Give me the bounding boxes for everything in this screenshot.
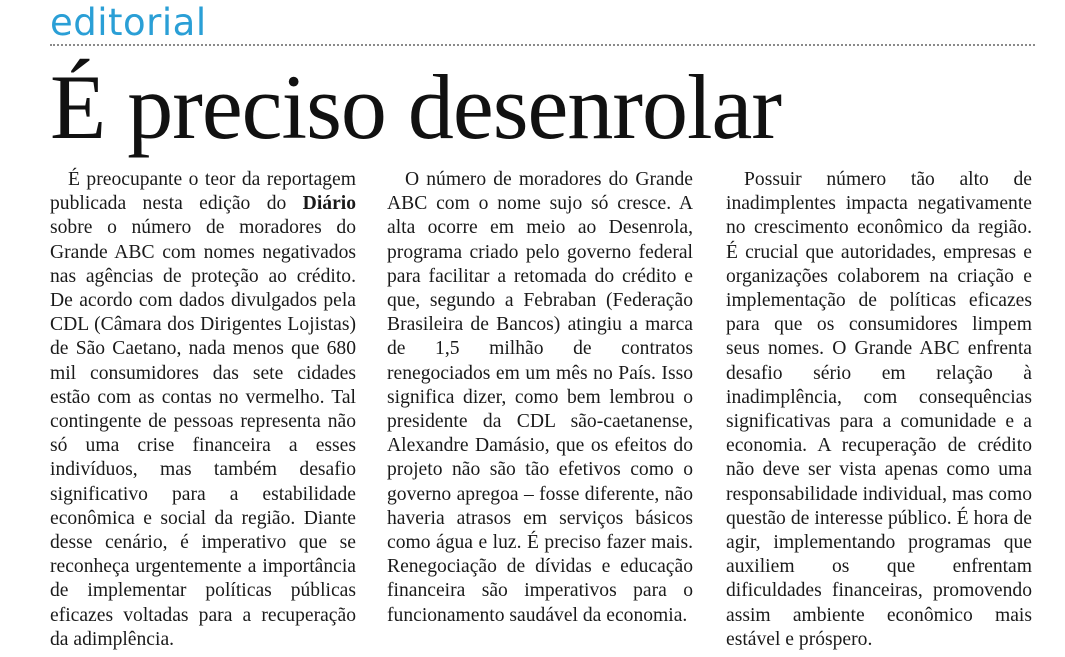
dotted-divider — [50, 44, 1035, 46]
paragraph — [50, 168, 356, 652]
paragraph: Possuir número tão alto de inadimplentes impacta negativamente no crescimento econômico da região. É crucial que autoridades, empresas e organizações colaborem na criação e implementação de políticas eficazes para que os consumidores limpem seus nomes. O Grande ABC enfrenta desafio sério em relação à inadimplência, com consequências significativas para a comunidade e a economia. A recuperação de crédito não deve ser vista apenas como uma responsabilidade individual, mas como questão de interesse público. É hora de agir, implementando programas que auxiliem os que enfrentam dificuldades financeiras, promovendo assim ambiente econômico mais estável e próspero. — [726, 169, 1032, 650]
paragraph: O número de moradores do Grande ABC com o nome sujo só cresce. A alta ocorre em meio ao Desenrola, programa criado pelo governo federal para facilitar a retomada do crédito e que, segundo a Febraban (Federação Brasileira de Bancos) atingiu a marca de 1,5 milhão de contratos renegociados em um mês no País. Isso significa dizer, como bem lembrou o presidente da CDL são-caetanense, Alexandre Damásio, que os efeitos do projeto não são tão efetivos como o governo apregoa – fosse diferente, não haveria atrasos em serviços básicos como água e luz. É preciso fazer mais. Renegociação de dívidas e educação financeira são imperativos para o funcionamento saudável da economia. — [387, 169, 693, 626]
headline: É preciso desenrolar — [50, 56, 782, 158]
article-column-1 — [50, 168, 356, 652]
paragraph-text: sobre o número de moradores do Grande ABC com nomes negativados nas agências de proteção ao crédito. De acordo com dados divulgados pela CDL (Câmara dos Dirigentes Lojistas) de São Caetano, nada menos que 680 mil consumidores das sete cidades estão com as contas no vermelho. Tal contingente de pessoas representa não só uma crise financeira a esses indivíduos, mas também desafio significativo para a estabilidade econômica e social da região. Diante desse cenário, é imperativo que se reconheça urgentemente a importância de implementar políticas públicas eficazes voltadas para a recuperação da adimplência. — [50, 217, 356, 650]
newspaper-name: Diário — [302, 193, 356, 215]
section-label: editorial — [50, 1, 207, 44]
article-column-3 — [726, 168, 1032, 652]
article-column-2 — [387, 168, 693, 628]
article-body — [50, 168, 1032, 650]
paragraph-text: É preocupante o teor da reportagem publicada nesta edição do — [50, 169, 356, 215]
